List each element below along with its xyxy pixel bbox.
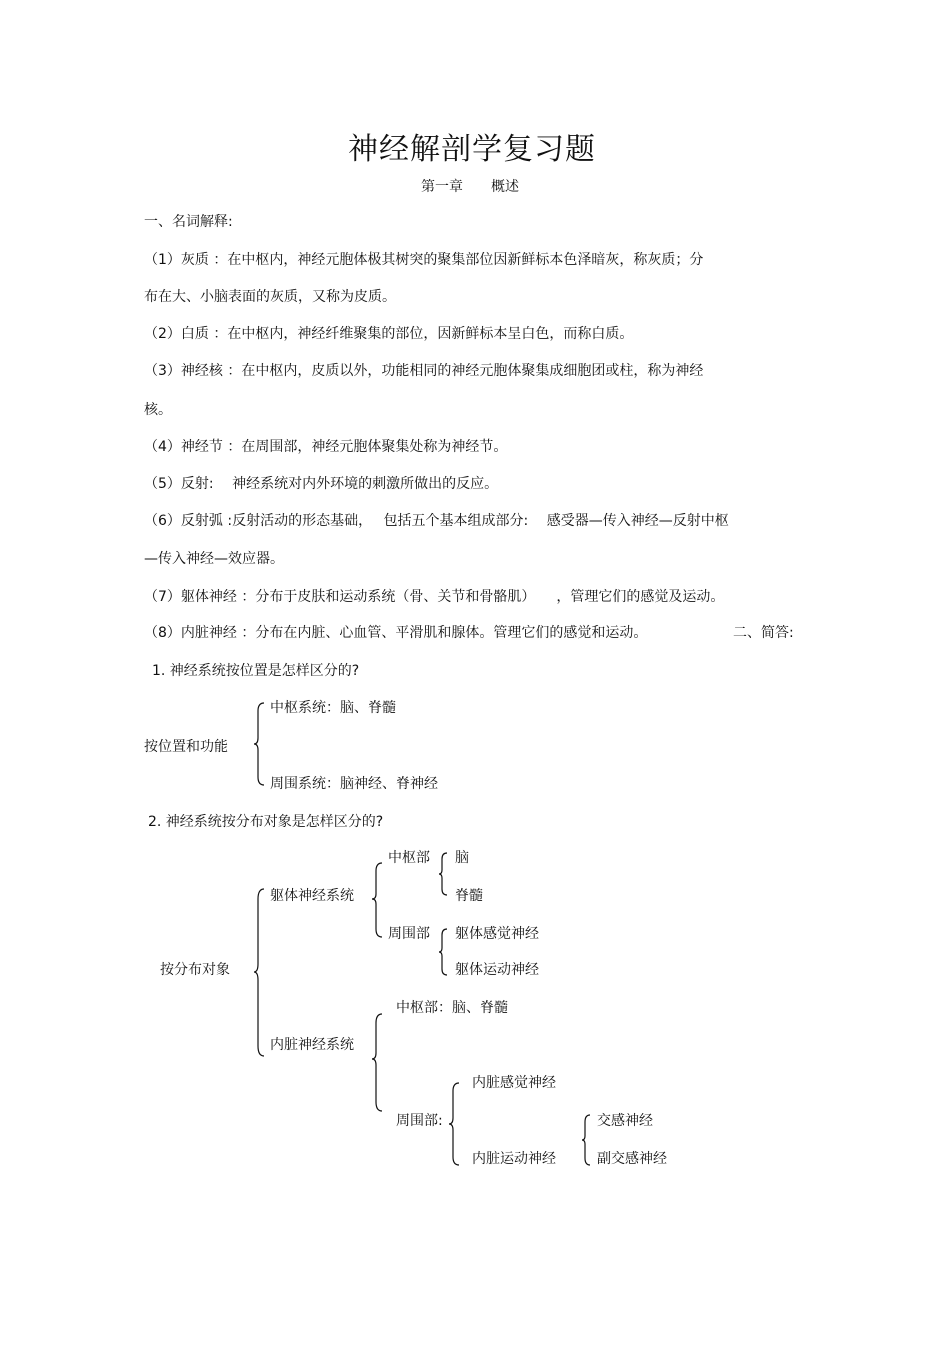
term-line: （7）躯体神经 ：分布于皮肤和运动系统（骨、关节和骨骼肌） ，管理它们的感觉及运动。 (144, 589, 725, 605)
term-line: （2）白质 ：在中枢内，神经纤维聚集的部位，因新鲜标本呈白色，而称白质。 (144, 326, 634, 342)
question-2: 2. 神经系统按分布对象是怎样区分的? (148, 814, 384, 830)
brace (439, 928, 449, 976)
tree-leaf: 内脏感觉神经 (472, 1075, 556, 1091)
term-line: 布在大、小脑表面的灰质，又称为皮质。 (144, 289, 396, 305)
tree-node: 周围部 (388, 926, 430, 942)
tree-leaf: 脊髓 (455, 888, 483, 904)
tree-node: 中枢部：脑、脊髓 (396, 1000, 508, 1016)
brace (439, 852, 449, 896)
term-line: （8）内脏神经 ：分布在内脏、心血管、平滑肌和腺体。管理它们的感觉和运动。 (144, 625, 648, 641)
term-line: （1）灰质 ：在中枢内，神经元胞体极其树突的聚集部位因新鲜标本色泽暗灰，称灰质；分 (144, 252, 704, 268)
tree-leaf: 躯体感觉神经 (455, 926, 539, 942)
tree-node: 中枢系统：脑、脊髓 (270, 700, 396, 716)
term-line: （5）反射: 神经系统对内外环境的刺激所做出的反应。 (144, 476, 499, 492)
term-line: （6）反射弧 :反射活动的形态基础， 包括五个基本组成部分: 感受器—传入神经—反射中枢 (144, 513, 729, 529)
tree-leaf: 脑 (455, 850, 469, 866)
tree-node-visceral: 内脏神经系统 (270, 1037, 354, 1053)
tree-root: 按位置和功能 (144, 739, 228, 755)
tree-leaf: 内脏运动神经 (472, 1151, 556, 1167)
brace (372, 1013, 384, 1113)
page-title: 神经解剖学复习题 (348, 132, 596, 167)
term-line: （3）神经核 ：在中枢内，皮质以外，功能相同的神经元胞体聚集成细胞团或柱，称为神经 (144, 363, 704, 379)
tree-node: 周围部: (396, 1113, 443, 1129)
brace (449, 1082, 461, 1166)
tree-node-somatic: 躯体神经系统 (270, 888, 354, 904)
section-heading-short-answer: 二、简答: (733, 625, 794, 641)
tree-node: 周围系统：脑神经、脊神经 (270, 776, 438, 792)
tree-leaf: 交感神经 (597, 1113, 653, 1129)
term-line: （4）神经节 ：在周围部，神经元胞体聚集处称为神经节。 (144, 439, 508, 455)
section-heading-terms: 一、名词解释: (144, 214, 233, 230)
tree-leaf: 副交感神经 (597, 1151, 667, 1167)
brace (254, 702, 266, 786)
term-line: —传入神经—效应器。 (144, 551, 284, 567)
term-line: 核。 (144, 402, 172, 418)
tree-leaf: 躯体运动神经 (455, 962, 539, 978)
chapter-heading: 第一章 概述 (421, 179, 519, 195)
brace (372, 862, 384, 938)
brace (254, 888, 266, 1058)
question-1: 1. 神经系统按位置是怎样区分的? (152, 663, 360, 679)
tree-root: 按分布对象 (160, 962, 230, 978)
tree-node: 中枢部 (388, 850, 430, 866)
brace (582, 1114, 592, 1166)
